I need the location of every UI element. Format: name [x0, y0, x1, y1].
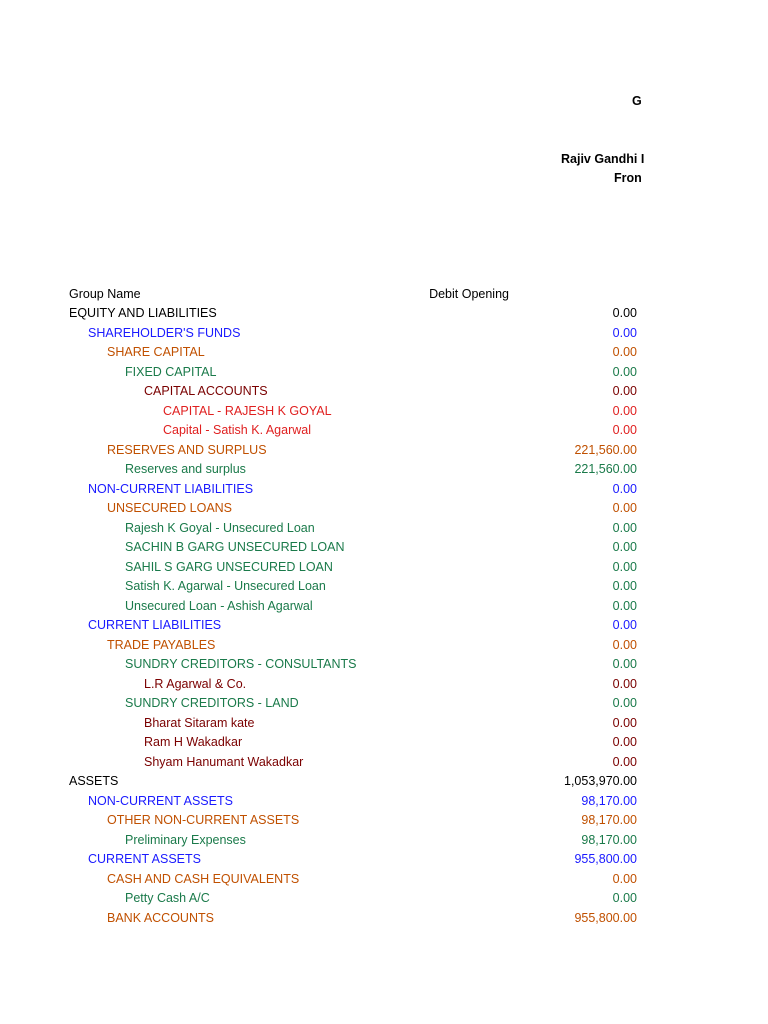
debit-opening-cell: 0.00: [612, 637, 637, 652]
group-name-cell: Shyam Hanumant Wakadkar: [144, 754, 304, 769]
column-header-debit-opening: Debit Opening: [429, 287, 509, 301]
table-row: [0, 852, 768, 872]
group-name-cell: CAPITAL ACCOUNTS: [144, 384, 268, 398]
debit-opening-cell: 0.00: [612, 423, 637, 437]
table-row: [0, 696, 768, 716]
group-name-cell: CAPITAL - RAJESH K GOYAL: [163, 403, 332, 418]
table-row: [0, 638, 768, 658]
debit-opening-cell: 0.00: [612, 871, 637, 886]
debit-opening-cell: 0.00: [612, 657, 637, 671]
table-row: [0, 677, 768, 697]
group-name-cell: CASH AND CASH EQUIVALENTS: [107, 871, 300, 886]
debit-opening-cell: 955,800.00: [574, 852, 637, 866]
group-name-cell: CURRENT ASSETS: [88, 852, 201, 866]
table-row: [0, 755, 768, 775]
group-name-cell: SACHIN B GARG UNSECURED LOAN: [125, 540, 345, 554]
table-row: [0, 345, 768, 365]
table-row: [0, 501, 768, 521]
debit-opening-cell: 0.00: [612, 676, 637, 691]
group-name-cell: Petty Cash A/C: [125, 891, 210, 905]
group-name-cell: Rajesh K Goyal - Unsecured Loan: [125, 520, 315, 535]
group-table: [0, 306, 768, 930]
debit-opening-cell: 0.00: [612, 754, 637, 769]
table-row: [0, 716, 768, 736]
table-row: [0, 813, 768, 833]
group-name-cell: Capital - Satish K. Agarwal: [163, 423, 311, 437]
table-row: [0, 599, 768, 619]
table-row: [0, 618, 768, 638]
group-name-cell: SUNDRY CREDITORS - CONSULTANTS: [125, 657, 357, 671]
group-name-cell: FIXED CAPITAL: [125, 364, 217, 379]
group-name-cell: SHAREHOLDER'S FUNDS: [88, 325, 241, 340]
debit-opening-cell: 0.00: [612, 501, 637, 515]
debit-opening-cell: 98,170.00: [581, 832, 637, 847]
table-row: [0, 462, 768, 482]
group-name-cell: CURRENT LIABILITIES: [88, 618, 222, 632]
group-name-cell: NON-CURRENT LIABILITIES: [88, 481, 254, 496]
group-name-cell: OTHER NON-CURRENT ASSETS: [107, 813, 300, 827]
debit-opening-cell: 0.00: [612, 364, 637, 379]
table-row: [0, 657, 768, 677]
table-row: [0, 326, 768, 346]
debit-opening-cell: 1,053,970.00: [564, 774, 637, 788]
debit-opening-cell: 0.00: [612, 403, 637, 418]
debit-opening-cell: 0.00: [612, 891, 637, 905]
group-name-cell: NON-CURRENT ASSETS: [88, 793, 233, 808]
table-row: [0, 482, 768, 502]
debit-opening-cell: 0.00: [612, 306, 637, 320]
group-name-cell: TRADE PAYABLES: [107, 637, 216, 652]
debit-opening-cell: 98,170.00: [581, 813, 637, 827]
table-row: [0, 365, 768, 385]
table-row: [0, 774, 768, 794]
debit-opening-cell: 221,560.00: [574, 462, 637, 476]
group-name-cell: Unsecured Loan - Ashish Agarwal: [125, 598, 313, 613]
table-row: [0, 794, 768, 814]
group-name-cell: BANK ACCOUNTS: [107, 910, 214, 925]
debit-opening-cell: 221,560.00: [574, 442, 637, 457]
debit-opening-cell: 0.00: [612, 579, 637, 593]
company-name: Rajiv Gandhi I: [561, 152, 645, 166]
group-name-cell: Preliminary Expenses: [125, 832, 246, 847]
group-name-cell: RESERVES AND SURPLUS: [107, 442, 267, 457]
debit-opening-cell: 0.00: [612, 325, 637, 340]
group-name-cell: L.R Agarwal & Co.: [144, 676, 247, 691]
group-name-cell: SHARE CAPITAL: [107, 345, 205, 359]
table-row: [0, 735, 768, 755]
group-name-cell: Bharat Sitaram kate: [144, 715, 255, 730]
debit-opening-cell: 0.00: [612, 715, 637, 730]
table-row: [0, 911, 768, 931]
table-row: [0, 540, 768, 560]
table-row: [0, 443, 768, 463]
debit-opening-cell: 0.00: [612, 618, 637, 632]
debit-opening-cell: 0.00: [612, 696, 637, 710]
debit-opening-cell: 0.00: [612, 559, 637, 574]
group-name-cell: SAHIL S GARG UNSECURED LOAN: [125, 559, 333, 574]
table-row: [0, 384, 768, 404]
table-row: [0, 891, 768, 911]
debit-opening-cell: 0.00: [612, 598, 637, 613]
group-name-cell: Satish K. Agarwal - Unsecured Loan: [125, 579, 326, 593]
group-name-cell: Reserves and surplus: [125, 462, 246, 476]
debit-opening-cell: 0.00: [612, 384, 637, 398]
table-row: [0, 306, 768, 326]
table-row: [0, 872, 768, 892]
debit-opening-cell: 0.00: [612, 481, 637, 496]
group-name-cell: SUNDRY CREDITORS - LAND: [125, 696, 299, 710]
debit-opening-cell: 0.00: [612, 345, 637, 359]
table-row: [0, 579, 768, 599]
debit-opening-cell: 0.00: [612, 540, 637, 554]
group-name-cell: Ram H Wakadkar: [144, 735, 243, 749]
table-row: [0, 560, 768, 580]
report-title: G: [632, 94, 642, 108]
table-row: [0, 404, 768, 424]
group-name-cell: ASSETS: [69, 774, 119, 788]
group-name-cell: EQUITY AND LIABILITIES: [69, 306, 217, 320]
column-header-group-name: Group Name: [69, 287, 141, 301]
report-period: Fron: [614, 171, 642, 185]
debit-opening-cell: 0.00: [612, 735, 637, 749]
table-row: [0, 521, 768, 541]
debit-opening-cell: 98,170.00: [581, 793, 637, 808]
group-name-cell: UNSECURED LOANS: [107, 501, 233, 515]
debit-opening-cell: 0.00: [612, 520, 637, 535]
table-row: [0, 423, 768, 443]
debit-opening-cell: 955,800.00: [574, 910, 637, 925]
table-row: [0, 833, 768, 853]
